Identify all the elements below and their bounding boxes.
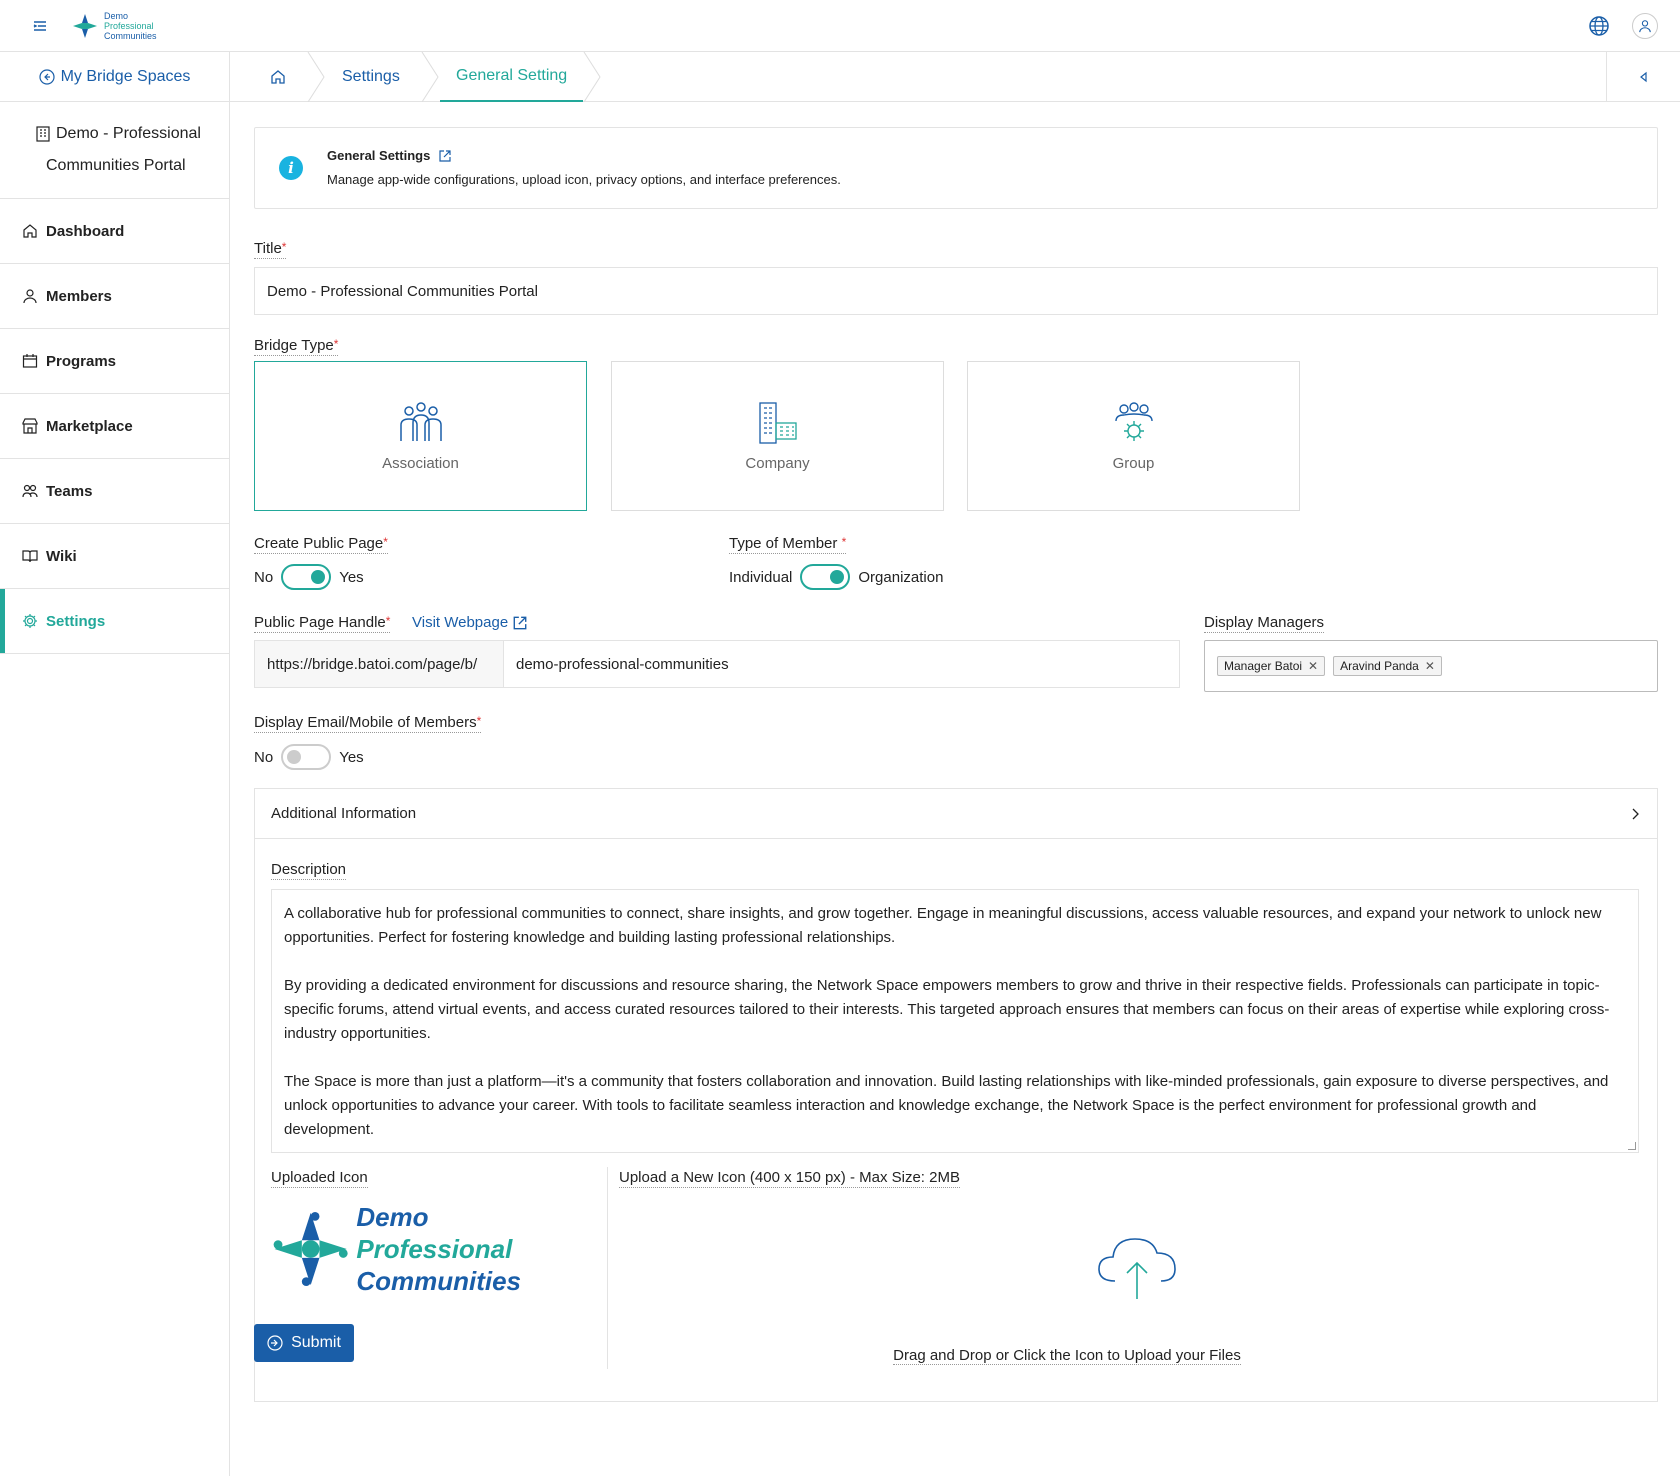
breadcrumb: [230, 52, 1680, 102]
description-paragraph: By providing a dedicated environment for discussions and resource sharing, the Network Space empowers members to grow and thrive in their respective fields. Professionals can participate in topic-specific forums, attend virtual events, and access curated resources tailored to their interests. This targeted approach ensures that members can focus on their areas of expertise while exploring cross-industry opportunities.: [284, 977, 1610, 1042]
required-marker: *: [476, 714, 482, 728]
app-logo[interactable]: [70, 8, 160, 44]
uploaded-logo-words: [356, 1201, 521, 1297]
handle-label: [254, 614, 390, 633]
bridge-type-group[interactable]: [967, 361, 1300, 511]
group-icon: [1110, 401, 1158, 445]
uploaded-logo-word: Communities: [356, 1266, 521, 1296]
toggle-knob: [311, 570, 325, 584]
portal-name: [0, 102, 229, 199]
title-label: [254, 240, 286, 259]
required-marker: *: [841, 535, 847, 549]
required-marker: *: [281, 240, 287, 254]
home-icon: [22, 223, 38, 239]
display-contact-toggle-row: [254, 744, 364, 770]
bridge-type-label: Company: [745, 454, 810, 472]
logo-text: Demo: [104, 11, 129, 21]
public-page-label: [254, 535, 388, 554]
chevron-right-icon: [1629, 808, 1641, 820]
managers-label: Display Managers: [1204, 614, 1325, 631]
member-type-toggle[interactable]: [800, 564, 850, 590]
additional-info-title: Additional Information: [271, 805, 417, 822]
additional-info-panel: [254, 788, 1658, 1402]
logo-text: Professional: [104, 21, 154, 31]
menu-toggle-icon[interactable]: [30, 16, 50, 36]
handle-prefix: https://bridge.batoi.com/page/b/: [254, 640, 504, 688]
user-icon: [22, 288, 38, 304]
sidebar-item-label: Programs: [46, 352, 117, 370]
caret-left-icon: [1638, 71, 1650, 83]
portal-name-line-2: Communities Portal: [46, 157, 186, 174]
portal-name-line-1: Demo - Professional: [56, 125, 201, 142]
info-description: Manage app-wide configurations, upload icon, privacy options, and interface preferences.: [327, 172, 841, 187]
building-icon: [36, 126, 50, 142]
title-label-text: Title: [254, 240, 282, 257]
submit-button[interactable]: [254, 1324, 354, 1362]
upload-hint[interactable]: [255, 1347, 1680, 1364]
info-banner: [254, 127, 1658, 209]
manager-chip: [1333, 656, 1442, 676]
upload-cloud-icon[interactable]: [1095, 1229, 1179, 1301]
uploaded-logo-word: Professional: [356, 1234, 513, 1264]
additional-info-header[interactable]: [255, 789, 1657, 839]
description-paragraph: The Space is more than just a platform—it's a community that fosters collaboration and innovation. Build lasting relationships with like-minded professionals, gain exposure to diverse perspectives, and unlock opportunities to advance your career. With tools to facilitate seamless interaction and knowledge exchange, the Network Space is the perfect environment for professional growth and development.: [284, 1073, 1609, 1138]
resize-handle[interactable]: [1628, 1142, 1636, 1150]
bridge-type-label-text: Bridge Type: [254, 337, 334, 354]
top-bar: [0, 0, 1680, 52]
collapse-panel-button[interactable]: [1606, 52, 1680, 102]
description-label: Description: [271, 861, 347, 878]
sidebar-item-members[interactable]: [0, 264, 229, 329]
toggle-knob: [830, 570, 844, 584]
breadcrumb-separator: [582, 52, 602, 102]
visit-webpage-link[interactable]: [412, 614, 528, 631]
upload-new-label: Upload a New Icon (400 x 150 px) - Max Size: 2MB: [619, 1169, 960, 1186]
breadcrumb-separator: [306, 52, 326, 102]
back-link-label: My Bridge Spaces: [60, 67, 191, 85]
sidebar-item-programs[interactable]: [0, 329, 229, 394]
book-icon: [22, 548, 38, 564]
description-textarea[interactable]: [271, 889, 1639, 1153]
bridge-type-label: Association: [382, 454, 459, 472]
info-title: [327, 148, 452, 163]
handle-label-text: Public Page Handle: [254, 614, 386, 631]
description-paragraph: A collaborative hub for professional communities to connect, share insights, and grow together. Engage in meaningful discussions, access valuable resources, and expand your network to unlock new opportunities. Perfect for fostering knowledge and building lasting professional relationships.: [284, 905, 1602, 946]
sidebar-item-dashboard[interactable]: [0, 199, 229, 264]
sidebar-item-label: Settings: [46, 612, 106, 630]
public-page-toggle[interactable]: [281, 564, 331, 590]
sidebar-item-teams[interactable]: [0, 459, 229, 524]
sidebar-item-label: Members: [46, 287, 112, 305]
title-input[interactable]: Demo - Professional Communities Portal: [254, 267, 1658, 315]
remove-chip-icon[interactable]: ✕: [1424, 659, 1435, 673]
upload-hint-text: Drag and Drop or Click the Icon to Upload your Files: [893, 1347, 1241, 1364]
toggle-no-label: No: [254, 568, 274, 586]
breadcrumb-settings[interactable]: Settings: [342, 68, 400, 85]
toggle-individual-label: Individual: [729, 568, 793, 586]
gear-icon: [22, 613, 38, 629]
calendar-icon: [22, 353, 38, 369]
member-type-toggle-row: [729, 564, 943, 590]
public-page-label-text: Create Public Page: [254, 535, 384, 552]
display-contact-label: [254, 714, 481, 733]
public-page-toggle-row: [254, 564, 364, 590]
manager-chip-label: Aravind Panda: [1340, 659, 1419, 673]
handle-input[interactable]: demo-professional-communities: [504, 640, 1180, 688]
uploaded-logo: [271, 1199, 521, 1299]
bridge-type-label: Group: [1112, 454, 1155, 472]
display-contact-toggle[interactable]: [281, 744, 331, 770]
store-icon: [22, 418, 38, 434]
user-avatar-icon[interactable]: [1632, 13, 1658, 39]
toggle-yes-label: Yes: [339, 748, 364, 766]
uploaded-logo-word: Demo: [356, 1202, 429, 1232]
sidebar-item-label: Dashboard: [46, 222, 125, 240]
toggle-organization-label: Organization: [858, 568, 944, 586]
logo-mark-icon: [271, 1204, 350, 1294]
sidebar-item-wiki[interactable]: [0, 524, 229, 589]
breadcrumb-general-setting[interactable]: General Setting: [440, 52, 583, 102]
sidebar-item-label: Wiki: [46, 547, 77, 565]
info-icon: i: [279, 156, 303, 180]
association-icon: [397, 401, 445, 445]
back-arrow-icon: [39, 69, 55, 85]
toggle-knob: [287, 750, 301, 764]
toggle-no-label: No: [254, 748, 274, 766]
bridge-type-association[interactable]: [254, 361, 587, 511]
sidebar-item-label: Teams: [46, 482, 93, 500]
team-icon: [22, 483, 38, 499]
visit-webpage-label: Visit Webpage: [412, 614, 509, 631]
manager-chip-label: Manager Batoi: [1224, 659, 1303, 673]
home-icon: [270, 69, 286, 85]
member-type-label-text: Type of Member: [729, 535, 838, 552]
upload-divider: [607, 1167, 608, 1369]
required-marker: *: [383, 535, 388, 549]
sidebar: [0, 52, 230, 1476]
external-link-icon[interactable]: [438, 149, 452, 163]
member-type-label: [729, 535, 846, 554]
required-marker: *: [333, 337, 339, 351]
required-marker: *: [385, 614, 391, 628]
submit-label: Submit: [291, 1334, 341, 1351]
sidebar-item-label: Marketplace: [46, 417, 133, 435]
uploaded-icon-label: Uploaded Icon: [271, 1169, 368, 1186]
external-link-icon: [512, 615, 528, 631]
sidebar-item-marketplace[interactable]: [0, 394, 229, 459]
logo-text: Communities: [104, 31, 157, 41]
remove-chip-icon[interactable]: ✕: [1308, 659, 1319, 673]
display-contact-label-text: Display Email/Mobile of Members: [254, 714, 477, 731]
company-icon: [754, 401, 802, 445]
bridge-type-label: [254, 337, 338, 356]
toggle-yes-label: Yes: [339, 568, 364, 586]
info-title-text: General Settings: [327, 148, 431, 163]
arrow-circle-right-icon: [267, 1335, 283, 1351]
breadcrumb-separator: [420, 52, 440, 102]
managers-select[interactable]: [1204, 640, 1658, 692]
sidebar-item-settings[interactable]: [0, 589, 229, 654]
globe-icon[interactable]: [1586, 13, 1612, 39]
manager-chip: [1217, 656, 1325, 676]
breadcrumb-home[interactable]: [270, 52, 286, 102]
bridge-type-company[interactable]: [611, 361, 944, 511]
my-bridge-spaces-link[interactable]: [0, 52, 229, 102]
